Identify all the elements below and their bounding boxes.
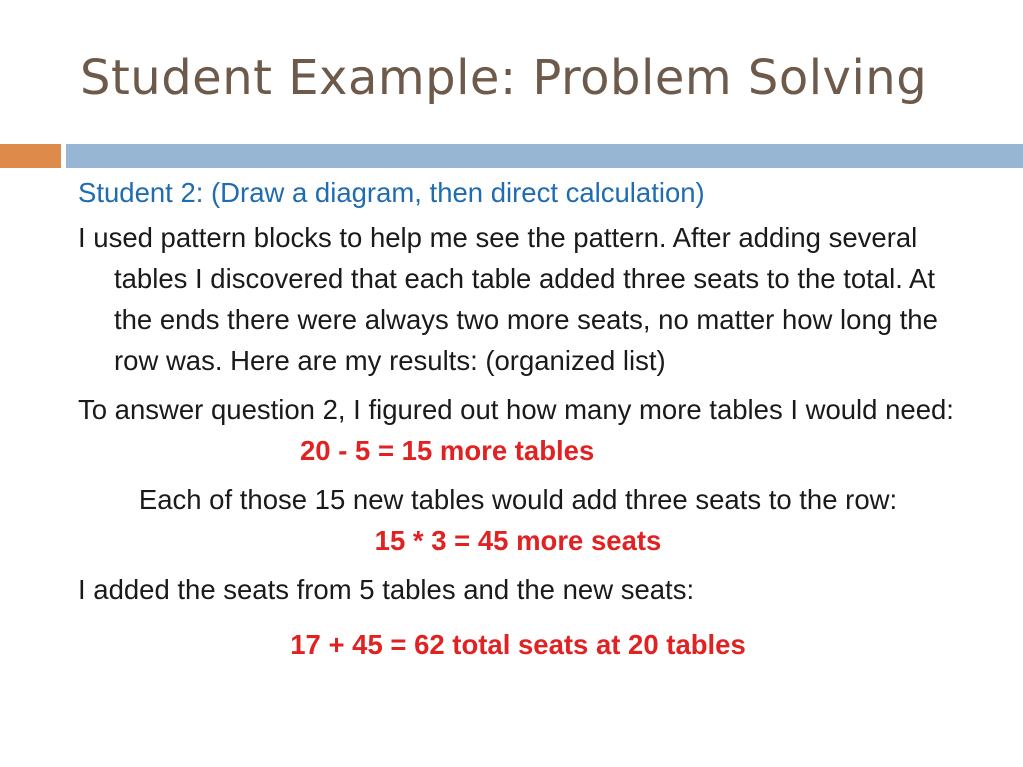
paragraph-new-tables xyxy=(78,479,958,561)
equation-more-tables: 20 - 5 = 15 more tables xyxy=(300,435,595,466)
accent-bar-orange xyxy=(0,144,61,168)
slide-body xyxy=(78,172,958,665)
equation-more-seats: 15 * 3 = 45 more seats xyxy=(374,525,662,556)
paragraph-new-tables-text: Each of those 15 new tables would add three seats to the row: xyxy=(138,484,898,515)
paragraph-question-2 xyxy=(78,389,958,471)
student-subheading: Student 2: (Draw a diagram, then direct calculation) xyxy=(78,177,705,208)
accent-bar-blue xyxy=(66,144,1023,168)
slide-title: Student Example: Problem Solving xyxy=(80,50,928,106)
paragraph-pattern-blocks: I used pattern blocks to help me see the pattern. After adding several tables I discovered that each table added three seats to the total. At the ends there were always two more seats, no matter how long the row was. Here are my results: (organized list) xyxy=(78,222,938,376)
paragraph-question-2-text: To answer question 2, I figured out how many more tables I would need: xyxy=(78,394,954,425)
equation-total-seats: 17 + 45 = 62 total seats at 20 tables xyxy=(290,629,746,660)
paragraph-added-seats: I added the seats from 5 tables and the new seats: xyxy=(78,574,695,605)
